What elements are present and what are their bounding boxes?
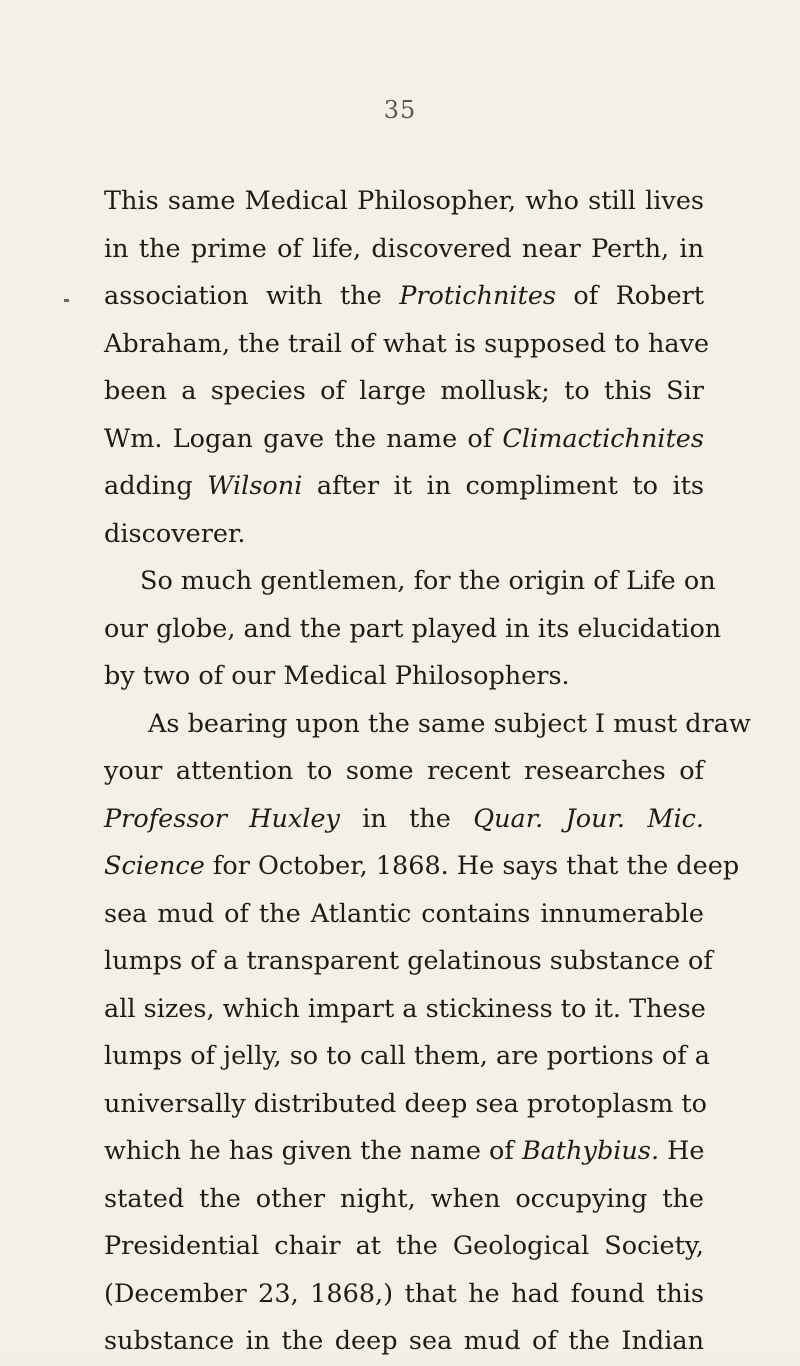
- italic-term: Bathybius.: [521, 1136, 660, 1166]
- text-line: all sizes, which impart a stickiness to it. These: [104, 993, 706, 1024]
- text-line: Presidential chair at the Geological Society,: [104, 1231, 704, 1261]
- text-line: This same Medical Philosopher, who still lives: [104, 186, 704, 216]
- italic-term: Science: [104, 851, 205, 881]
- text-line: association with the Protichnites of Robert: [104, 281, 705, 311]
- text-line: your attention to some recent researches of: [104, 756, 704, 786]
- text-line: our globe, and the part played in its elucidation: [104, 613, 722, 644]
- text-line: stated the other night, when occupying the: [104, 1183, 704, 1214]
- italic-term: Protichnites: [399, 281, 556, 311]
- text-line: which he has given the name of Bathybius. He: [104, 1136, 705, 1166]
- italic-term: Wilsoni: [207, 471, 303, 501]
- text-line: So much gentlemen, for the origin of Life on: [140, 566, 716, 596]
- text-line: adding Wilsoni after it in compliment to its: [104, 471, 705, 501]
- text-line: Professor Huxley in the Quar. Jour. Mic.: [104, 803, 704, 834]
- text-line: sea mud of the Atlantic contains innumerable: [104, 898, 704, 929]
- text-line: universally distributed deep sea protoplasm to: [104, 1088, 708, 1119]
- text-line: been a species of large mollusk; to this Sir: [104, 376, 704, 406]
- text-line: Abraham, the trail of what is supposed to have: [104, 328, 710, 359]
- text-line: Wm. Logan gave the name of Climactichnites: [104, 423, 704, 454]
- body-text: [104, 178, 751, 1366]
- text-line: substance in the deep sea mud of the Indian: [104, 1326, 704, 1356]
- margin-mark: [64, 299, 69, 302]
- text-line: Science for October, 1868. He says that the deep: [104, 851, 740, 881]
- italic-term: Professor Huxley: [104, 803, 340, 834]
- text-line: lumps of a transparent gelatinous substance of: [104, 946, 713, 976]
- text-line: by two of our Medical Philosophers.: [104, 661, 570, 691]
- text-line: in the prime of life, discovered near Perth, in: [104, 233, 704, 264]
- italic-term: Quar. Jour. Mic.: [473, 803, 704, 834]
- text-line: (December 23, 1868,) that he had found this: [104, 1278, 704, 1309]
- text-line: lumps of jelly, so to call them, are portions of a: [104, 1041, 710, 1071]
- text-line: discoverer.: [104, 518, 246, 549]
- text-line: As bearing upon the same subject I must draw: [148, 708, 751, 739]
- page-number: 35: [383, 96, 417, 124]
- italic-term: Climactichnites: [502, 423, 704, 454]
